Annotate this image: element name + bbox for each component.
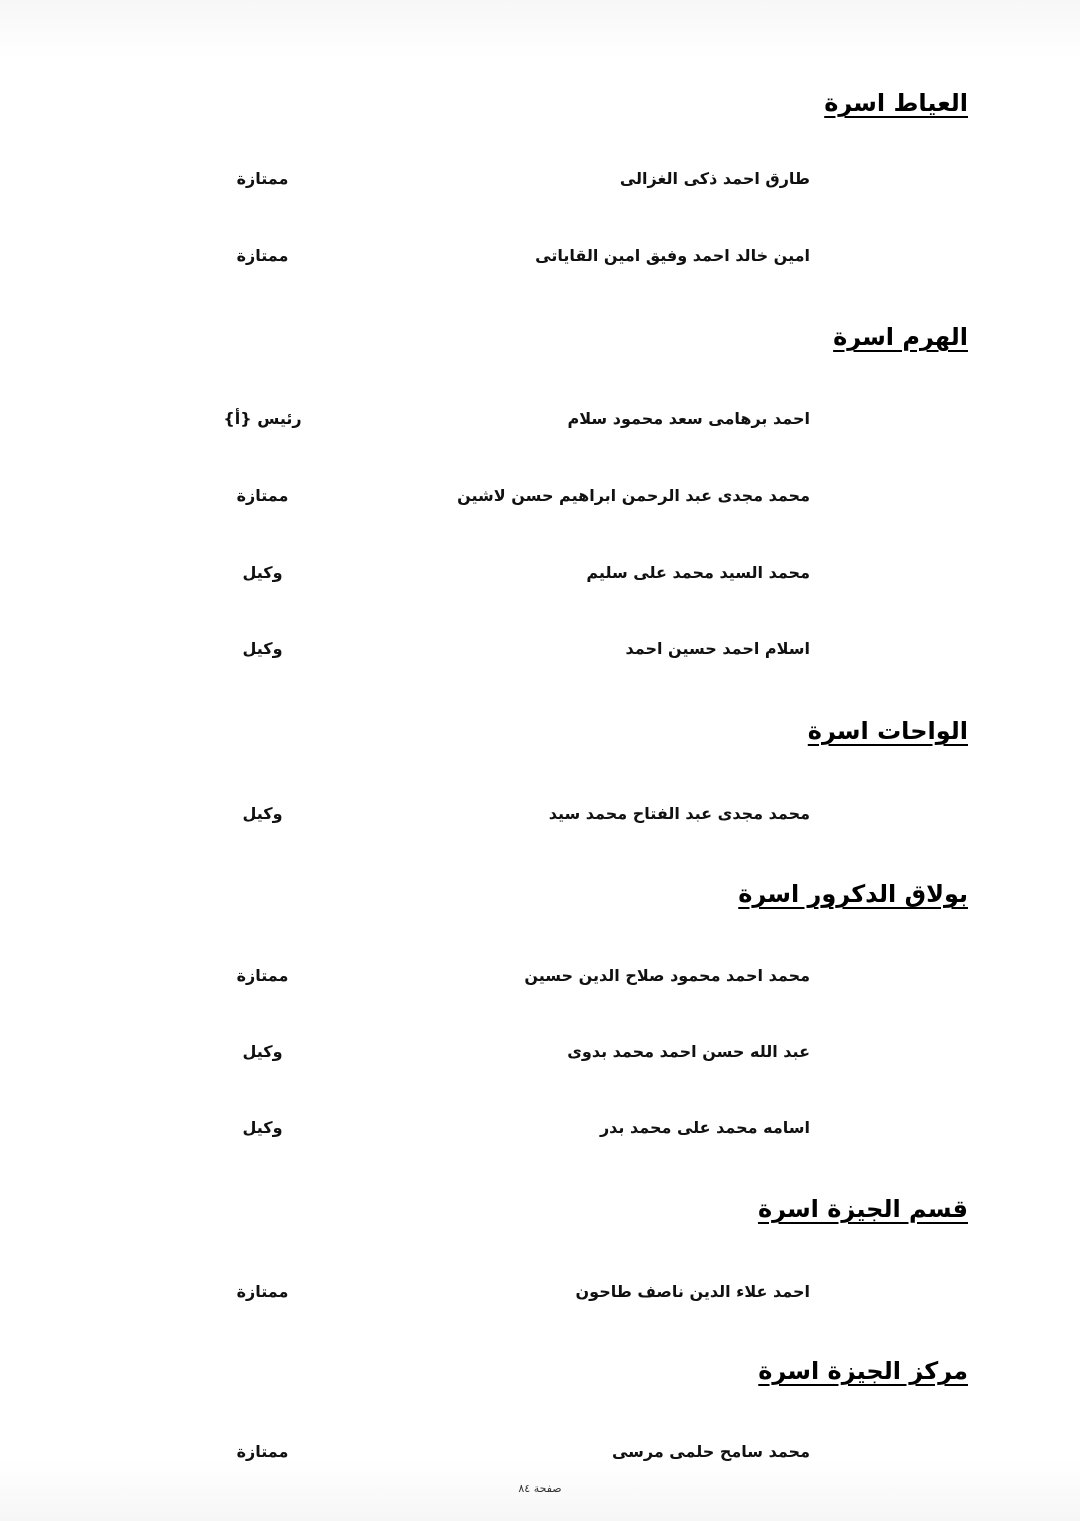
member-rank: وكيل: [242, 804, 283, 823]
member-name: امين خالد احمد وفيق امين القاياتى: [535, 246, 810, 265]
member-rank: ممتازة: [236, 1442, 289, 1461]
section-heading: قسم الجيزة اسرة: [757, 1195, 968, 1223]
member-name: محمد مجدى عبد الرحمن ابراهيم حسن لاشين: [457, 486, 810, 505]
member-name: اسامه محمد على محمد بدر: [599, 1118, 810, 1137]
member-rank: ممتازة: [236, 486, 289, 505]
member-rank: وكيل: [242, 1118, 283, 1137]
member-name: محمد مجدى عبد الفتاح محمد سيد: [548, 804, 810, 823]
member-rank: وكيل: [242, 563, 283, 582]
member-name: عبد الله حسن احمد محمد بدوى: [567, 1042, 810, 1061]
member-rank: ممتازة: [236, 966, 289, 985]
member-name: طارق احمد ذكى الغزالى: [619, 169, 810, 188]
member-name: احمد برهامى سعد محمود سلام: [567, 409, 810, 428]
page-number: صفحة ٨٤: [518, 1482, 562, 1495]
section-heading: مركز الجيزة اسرة: [758, 1357, 968, 1385]
section-heading: بولاق الدكرور اسرة: [738, 880, 968, 908]
member-rank: ممتازة: [236, 169, 289, 188]
member-name: احمد علاء الدين ناصف طاحون: [575, 1282, 810, 1301]
section-heading: الهرم اسرة: [833, 323, 968, 351]
member-name: محمد سامح حلمى مرسى: [611, 1442, 810, 1461]
member-name: اسلام احمد حسين احمد: [625, 639, 810, 658]
member-rank: وكيل: [242, 1042, 283, 1061]
member-rank: رئيس {أ}: [223, 409, 302, 428]
section-heading: الواحات اسرة: [807, 717, 968, 745]
member-name: محمد احمد محمود صلاح الدين حسين: [524, 966, 810, 985]
section-heading: العياط اسرة: [824, 89, 968, 117]
member-rank: وكيل: [242, 639, 283, 658]
member-rank: ممتازة: [236, 1282, 289, 1301]
member-name: محمد السيد محمد على سليم: [586, 563, 810, 582]
member-rank: ممتازة: [236, 246, 289, 265]
